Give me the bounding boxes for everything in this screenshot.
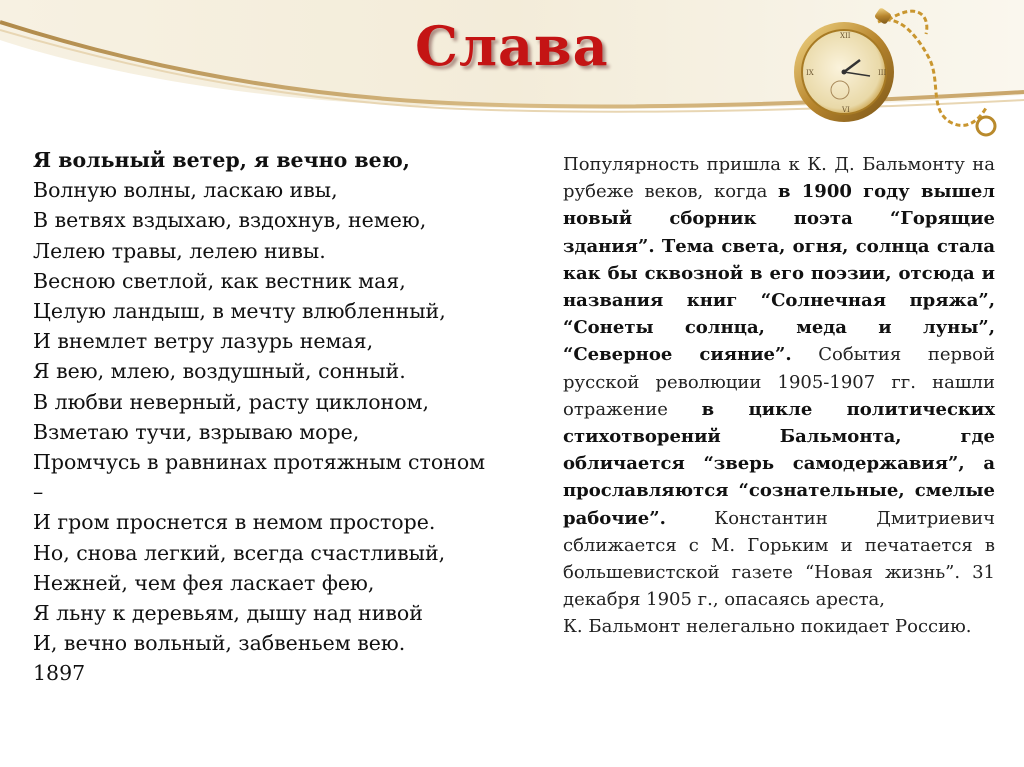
prose-final-paragraph: К. Бальмонт нелегально покидает Россию.: [563, 616, 972, 638]
poem-line: И, вечно вольный, забвеньем вею.: [33, 631, 406, 656]
poem-line: Но, снова легкий, всегда счастливый,: [33, 540, 446, 565]
poem-year: 1897: [33, 661, 86, 686]
svg-text:III: III: [878, 69, 887, 77]
poem-line: Весною светлой, как вестник мая,: [33, 268, 406, 293]
poem-line: Волную волны, ласкаю ивы,: [33, 178, 338, 203]
poem-line: В ветвях вздыхаю, вздохнув, немею,: [33, 208, 427, 233]
poem: [33, 145, 538, 689]
svg-text:VI: VI: [842, 106, 850, 114]
poem-line: Промчусь в равнинах протяжным стоном: [33, 450, 486, 475]
poem-line: Целую ландыш, в мечту влюбленный,: [33, 299, 446, 324]
poem-line: В любви неверный, расту циклоном,: [33, 389, 430, 414]
svg-text:IX: IX: [806, 69, 814, 77]
prose-bold-segment: в 1900 году вышел новый сборник поэта “Горящие здания”. Тема света, огня, солнца стала как бы сквозной в его поэзии, отсюда и названия книг “Солнечная пряжа”, “Сонеты солнца, меда и луны”, “Северное сияние”.: [563, 181, 995, 366]
poem-line: Я льну к деревьям, дышу над нивой: [33, 601, 423, 626]
poem-line: И гром проснется в немом просторе.: [33, 510, 436, 535]
prose-segment: Константин Дмитриевич сближается с М. Горьким и печатается в большевистской газете “Новая жизнь”. 31 декабря 1905 г., опасаясь ареста,: [563, 507, 995, 611]
biography-text: [563, 151, 995, 641]
poem-line: Лелею травы, лелею нивы.: [33, 238, 326, 263]
poem-line: Взметаю тучи, взрываю море,: [33, 419, 360, 444]
poem-line: Я вольный ветер, я вечно вею,: [33, 148, 410, 172]
poem-line: Я вею, млею, воздушный, сонный.: [33, 359, 406, 384]
poem-line: И внемлет ветру лазурь немая,: [33, 329, 374, 354]
slide-title: Слава: [415, 14, 609, 78]
poem-line: –: [33, 480, 44, 505]
prose-bold-segment: в цикле политических стихотворений Бальмонта, где обличается “зверь самодержавия”, а прославляются “сознательные, смелые рабочие”.: [563, 398, 995, 529]
poem-line: Нежней, чем фея ласкает фею,: [33, 570, 375, 595]
svg-text:XII: XII: [840, 32, 851, 40]
pocket-watch-icon: [780, 0, 1024, 160]
prose-segment: События первой русской революции 1905-1907 гг. нашли отражение: [563, 344, 995, 420]
prose-segment: Популярность пришла к К. Д. Бальмонту на рубеже веков, когда: [563, 154, 995, 203]
